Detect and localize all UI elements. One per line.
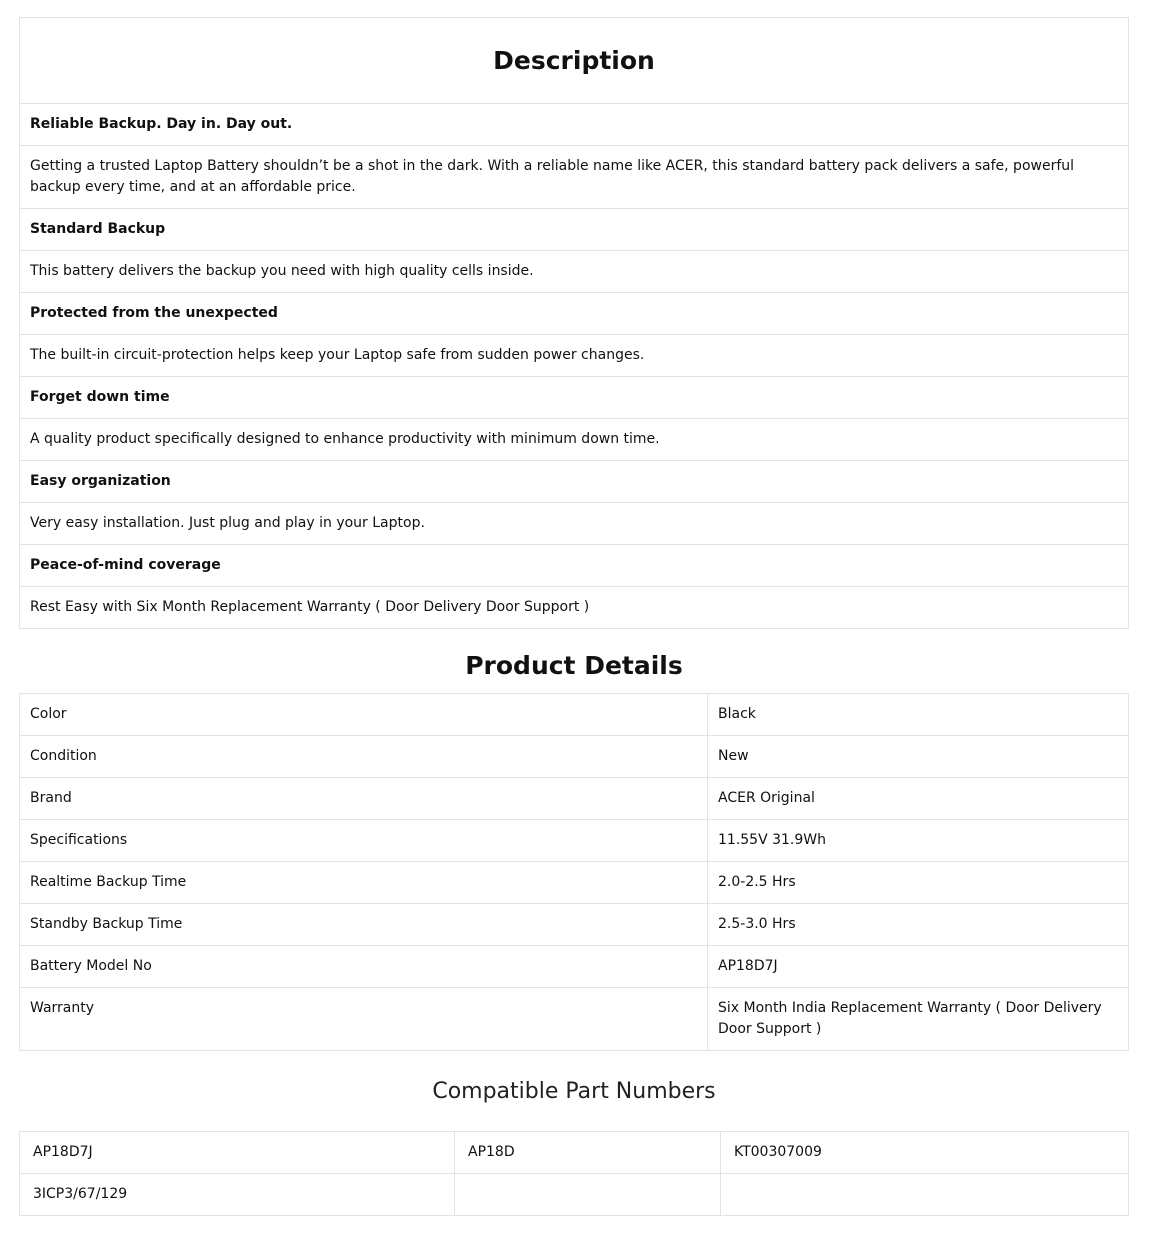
product-details-row [20, 988, 1129, 1051]
description-text: Very easy installation. Just plug and play in your Laptop. [20, 503, 1129, 545]
product-details-title: Product Details [465, 651, 683, 680]
detail-label: Specifications [20, 820, 708, 862]
description-heading: Peace-of-mind coverage [20, 545, 1129, 587]
detail-value: 2.0-2.5 Hrs [708, 862, 1129, 904]
detail-value: AP18D7J [708, 946, 1129, 988]
product-details-table [19, 693, 1129, 1051]
product-details-row [20, 946, 1129, 988]
description-row [20, 209, 1129, 251]
detail-value: Six Month India Replacement Warranty ( Door Delivery Door Support ) [708, 988, 1129, 1051]
description-heading: Easy organization [20, 461, 1129, 503]
part-number: KT00307009 [721, 1132, 1129, 1174]
description-row [20, 503, 1129, 545]
detail-value: ACER Original [708, 778, 1129, 820]
description-title: Description [493, 46, 655, 75]
description-table [19, 17, 1129, 629]
detail-label: Condition [20, 736, 708, 778]
description-heading: Reliable Backup. Day in. Day out. [20, 104, 1129, 146]
description-heading: Forget down time [20, 377, 1129, 419]
product-details-row [20, 694, 1129, 736]
description-row [20, 293, 1129, 335]
part-number [721, 1174, 1129, 1216]
description-heading: Protected from the unexpected [20, 293, 1129, 335]
description-row [20, 251, 1129, 293]
compatible-parts-table [19, 1131, 1129, 1216]
detail-label: Realtime Backup Time [20, 862, 708, 904]
description-text: A quality product specifically designed to enhance productivity with minimum down time. [20, 419, 1129, 461]
part-number: AP18D [455, 1132, 721, 1174]
detail-label: Battery Model No [20, 946, 708, 988]
description-row [20, 146, 1129, 209]
detail-label: Color [20, 694, 708, 736]
description-row [20, 587, 1129, 629]
description-text: Rest Easy with Six Month Replacement Warranty ( Door Delivery Door Support ) [20, 587, 1129, 629]
description-row [20, 377, 1129, 419]
detail-label: Warranty [20, 988, 708, 1051]
product-details-row [20, 778, 1129, 820]
compatible-parts-row [20, 1174, 1129, 1216]
compatible-parts-title: Compatible Part Numbers [432, 1079, 716, 1104]
description-header-cell [20, 18, 1129, 104]
description-row [20, 104, 1129, 146]
description-row [20, 335, 1129, 377]
product-details-row [20, 820, 1129, 862]
detail-value: Black [708, 694, 1129, 736]
detail-value: 11.55V 31.9Wh [708, 820, 1129, 862]
product-details-row [20, 862, 1129, 904]
detail-value: 2.5-3.0 Hrs [708, 904, 1129, 946]
description-text: The built-in circuit-protection helps keep your Laptop safe from sudden power changes. [20, 335, 1129, 377]
part-number: AP18D7J [20, 1132, 455, 1174]
description-text: Getting a trusted Laptop Battery shouldn’t be a shot in the dark. With a reliable name like ACER, this standard battery pack delivers a safe, powerful backup every time, and at an affordable price. [20, 146, 1129, 209]
product-details-row [20, 904, 1129, 946]
description-row [20, 461, 1129, 503]
description-row [20, 419, 1129, 461]
detail-value: New [708, 736, 1129, 778]
description-heading: Standard Backup [20, 209, 1129, 251]
part-number [455, 1174, 721, 1216]
description-text: This battery delivers the backup you need with high quality cells inside. [20, 251, 1129, 293]
product-details-row [20, 736, 1129, 778]
compatible-parts-row [20, 1132, 1129, 1174]
detail-label: Brand [20, 778, 708, 820]
detail-label: Standby Backup Time [20, 904, 708, 946]
part-number: 3ICP3/67/129 [20, 1174, 455, 1216]
description-row [20, 545, 1129, 587]
